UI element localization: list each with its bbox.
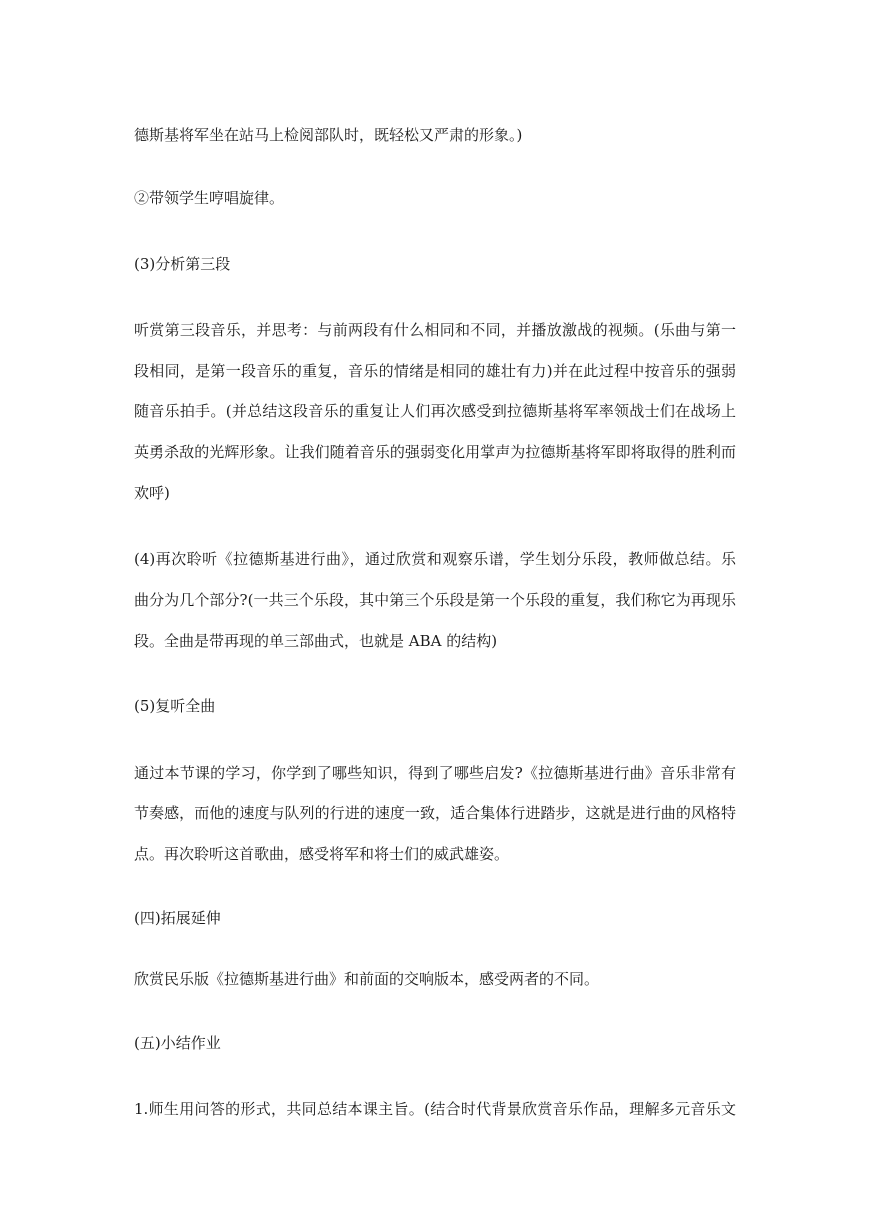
paragraph-line: 段相同，是第一段音乐的重复，音乐的情绪是相同的雄壮有力)并在此过程中按音乐的强弱: [134, 362, 736, 380]
paragraph-line: 段。全曲是带再现的单三部曲式，也就是 ABA 的结构): [134, 632, 498, 650]
paragraph-line: ②带领学生哼唱旋律。: [134, 189, 285, 207]
paragraph-line: 随音乐拍手。(并总结这段音乐的重复让人们再次感受到拉德斯基将军率领战士们在战场上: [134, 402, 736, 420]
paragraph-line: 1.师生用问答的形式，共同总结本课主旨。(结合时代背景欣赏音乐作品，理解多元音乐文: [134, 1100, 736, 1118]
paragraph-line: 欢呼): [134, 484, 170, 502]
paragraph-line: 曲分为几个部分?(一共三个乐段，其中第三个乐段是第一个乐段的重复，我们称它为再现乐: [134, 591, 736, 609]
paragraph-line: 英勇杀敌的光辉形象。让我们随着音乐的强弱变化用掌声为拉德斯基将军即将取得的胜利而: [134, 443, 736, 461]
paragraph-line: 欣赏民乐版《拉德斯基进行曲》和前面的交响版本，感受两者的不同。: [134, 970, 600, 988]
section-heading: (5)复听全曲: [134, 697, 216, 715]
paragraph-line: 听赏第三段音乐，并思考：与前两段有什么相同和不同，并播放激战的视频。(乐曲与第一: [134, 321, 736, 339]
paragraph-line: 通过本节课的学习，你学到了哪些知识，得到了哪些启发?《拉德斯基进行曲》音乐非常有: [134, 764, 736, 782]
paragraph-line: 节奏感，而他的速度与队列的行进的速度一致，适合集体行进踏步，这就是进行曲的风格特: [134, 804, 736, 822]
paragraph-line: 德斯基将军坐在站马上检阅部队时，既轻松又严肃的形象。): [134, 126, 523, 144]
section-heading: (3)分析第三段: [134, 255, 231, 273]
section-heading: (五)小结作业: [134, 1034, 221, 1052]
section-heading: (四)拓展延伸: [134, 909, 221, 927]
paragraph-line: 点。再次聆听这首歌曲，感受将军和将士们的威武雄姿。: [134, 845, 510, 863]
paragraph-line: (4)再次聆听《拉德斯基进行曲》，通过欣赏和观察乐谱，学生划分乐段，教师做总结。乐: [134, 550, 736, 568]
